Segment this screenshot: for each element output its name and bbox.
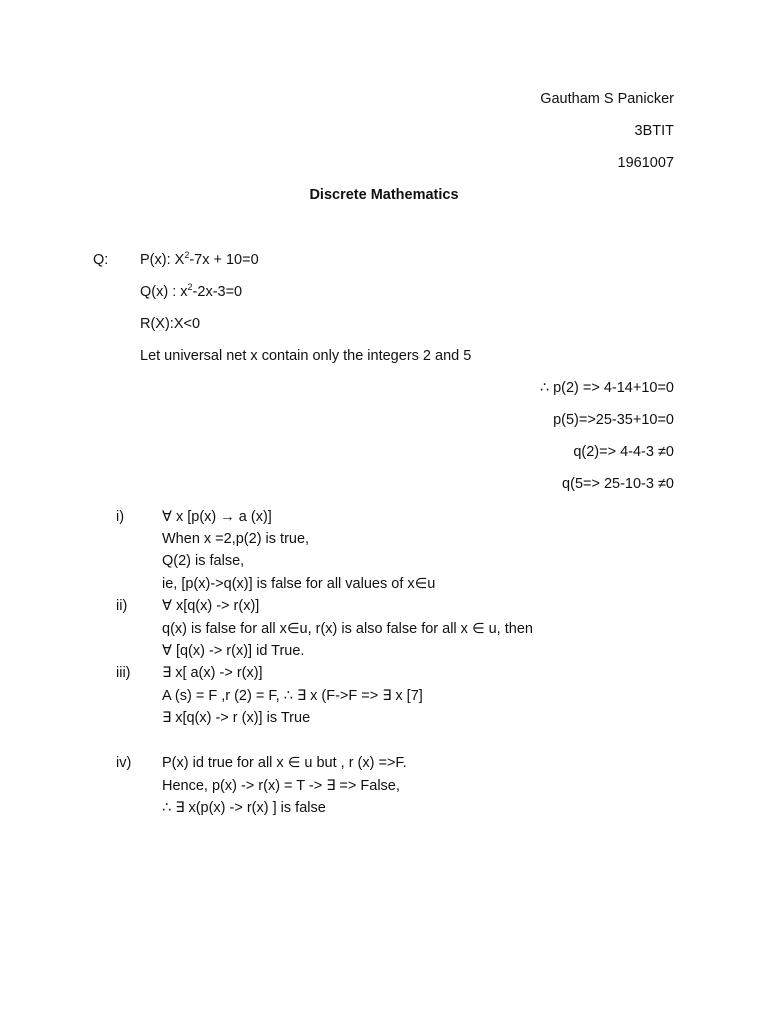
q-definition-suffix: -2x-3=0: [192, 284, 243, 300]
part-line: Q(2) is false,: [162, 553, 245, 569]
evaluation-line: ∴ p(2) => 4-14+10=0: [539, 380, 674, 396]
part-numeral: ii): [116, 598, 128, 614]
part-line: ∀ [q(x) -> r(x)] id True.: [162, 643, 305, 659]
part-numeral: i): [116, 509, 125, 525]
part-line: When x =2,p(2) is true,: [162, 531, 310, 547]
part-line: ∃ x[ a(x) -> r(x)]: [162, 665, 263, 681]
part-numeral: iv): [116, 755, 132, 771]
part-line: ∃ x[q(x) -> r (x)] is True: [162, 710, 311, 726]
part-numeral: iii): [116, 665, 131, 681]
q-definition: [140, 283, 242, 301]
part-line: P(x) id true for all x ∈ u but , r (x) =>F.: [162, 755, 407, 771]
part-line: ∴ ∃ x(p(x) -> r(x) ] is false: [162, 800, 326, 816]
part-line: ∀ x[q(x) -> r(x)]: [162, 598, 260, 614]
p-definition-exponent: 2: [184, 250, 190, 261]
evaluation-line: q(2)=> 4-4-3 ≠0: [573, 444, 674, 460]
part-line: Hence, p(x) -> r(x) = T -> ∃ => False,: [162, 778, 400, 794]
page-title: Discrete Mathematics: [309, 187, 459, 203]
r-definition: R(X):X<0: [140, 316, 201, 332]
part-line: A (s) = F ,r (2) = F, ∴ ∃ x (F->F => ∃ x [7]: [162, 688, 423, 704]
q-definition-prefix: Q(x) : x: [140, 284, 188, 300]
p-definition-prefix: P(x): X: [140, 252, 185, 268]
student-class: 3BTIT: [634, 123, 674, 139]
question-label: Q:: [93, 252, 109, 268]
part-line: ∀ x [p(x) → a (x)]: [162, 509, 272, 525]
roll-number: 1961007: [617, 155, 674, 171]
student-name: Gautham S Panicker: [540, 91, 674, 107]
evaluation-line: p(5)=>25-35+10=0: [553, 412, 674, 428]
p-definition: [140, 251, 259, 269]
part-line: ie, [p(x)->q(x)] is false for all values of x∈u: [162, 576, 436, 592]
part-line: q(x) is false for all x∈u, r(x) is also false for all x ∈ u, then: [162, 621, 533, 637]
q-definition-exponent: 2: [187, 282, 193, 293]
evaluation-line: q(5=> 25-10-3 ≠0: [562, 476, 674, 492]
p-definition-suffix: -7x + 10=0: [189, 252, 259, 268]
universe-statement: Let universal net x contain only the integers 2 and 5: [140, 348, 472, 364]
